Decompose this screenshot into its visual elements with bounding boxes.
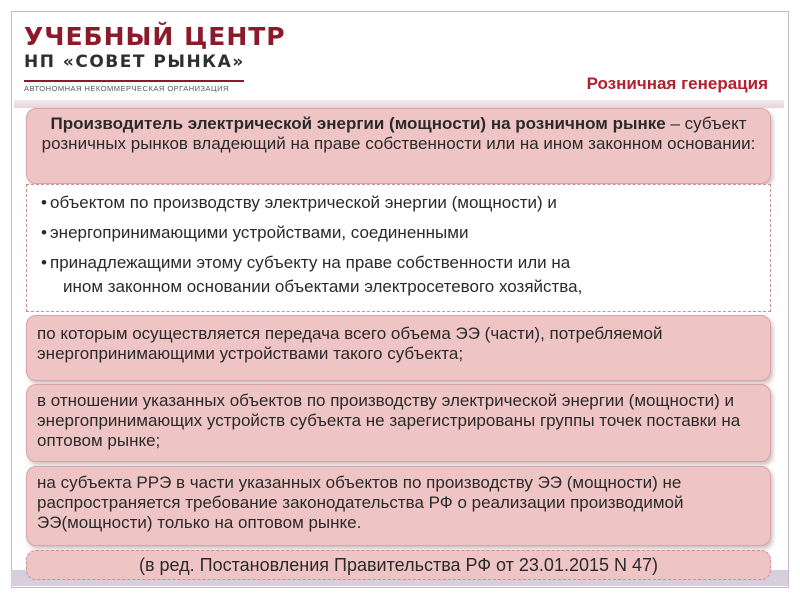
footer-note: (в ред. Постановления Правительства РФ от 23.01.2015 N 47) (26, 550, 771, 580)
bullet-list (26, 184, 771, 312)
bullet-item: • принадлежащими этому субъекту на праве собственности или на (41, 251, 758, 275)
section-title: Розничная генерация (586, 74, 768, 93)
condition-block-transfer: по которым осуществляется передача всего объема ЭЭ (части), потребляемой энергопринимающими устройствами такого субъекта; (26, 315, 771, 381)
definition-box (26, 108, 771, 184)
logo-title: УЧЕБНЫЙ ЦЕНТР (24, 22, 286, 51)
condition-block-registration: в отношении указанных объектов по производству электрической энергии (мощности) и энергопринимающих устройств субъекта не зарегистрированы группы точек поставки на оптовом рынке; (26, 384, 771, 462)
bullet-item-continuation: ином законном основании объектами электросетевого хозяйства, (63, 277, 583, 296)
bullet-item: • энергопринимающими устройствами, соединенными (41, 221, 758, 245)
logo-subtitle: НП «СОВЕТ РЫНКА» (24, 52, 245, 72)
logo-tagline: АВТОНОМНАЯ НЕКОММЕРЧЕСКАЯ ОРГАНИЗАЦИЯ (24, 84, 229, 93)
definition-term: Производитель электрической энергии (мощности) на розничном рынке (50, 114, 666, 133)
logo-divider (24, 80, 244, 82)
definition-dash: – (665, 114, 685, 133)
header-bar (14, 100, 784, 108)
bullet-item: • объектом по производству электрической энергии (мощности) и (41, 191, 758, 215)
condition-block-wholesale: на субъекта РРЭ в части указанных объектов по производству ЭЭ (мощности) не распространяется требование законодательства РФ о реализации производимой ЭЭ(мощности) только на оптовом рынке. (26, 466, 771, 546)
definition-text: субъект розничных рынков владеющий на праве собственности или на ином законном основании: (41, 114, 756, 153)
